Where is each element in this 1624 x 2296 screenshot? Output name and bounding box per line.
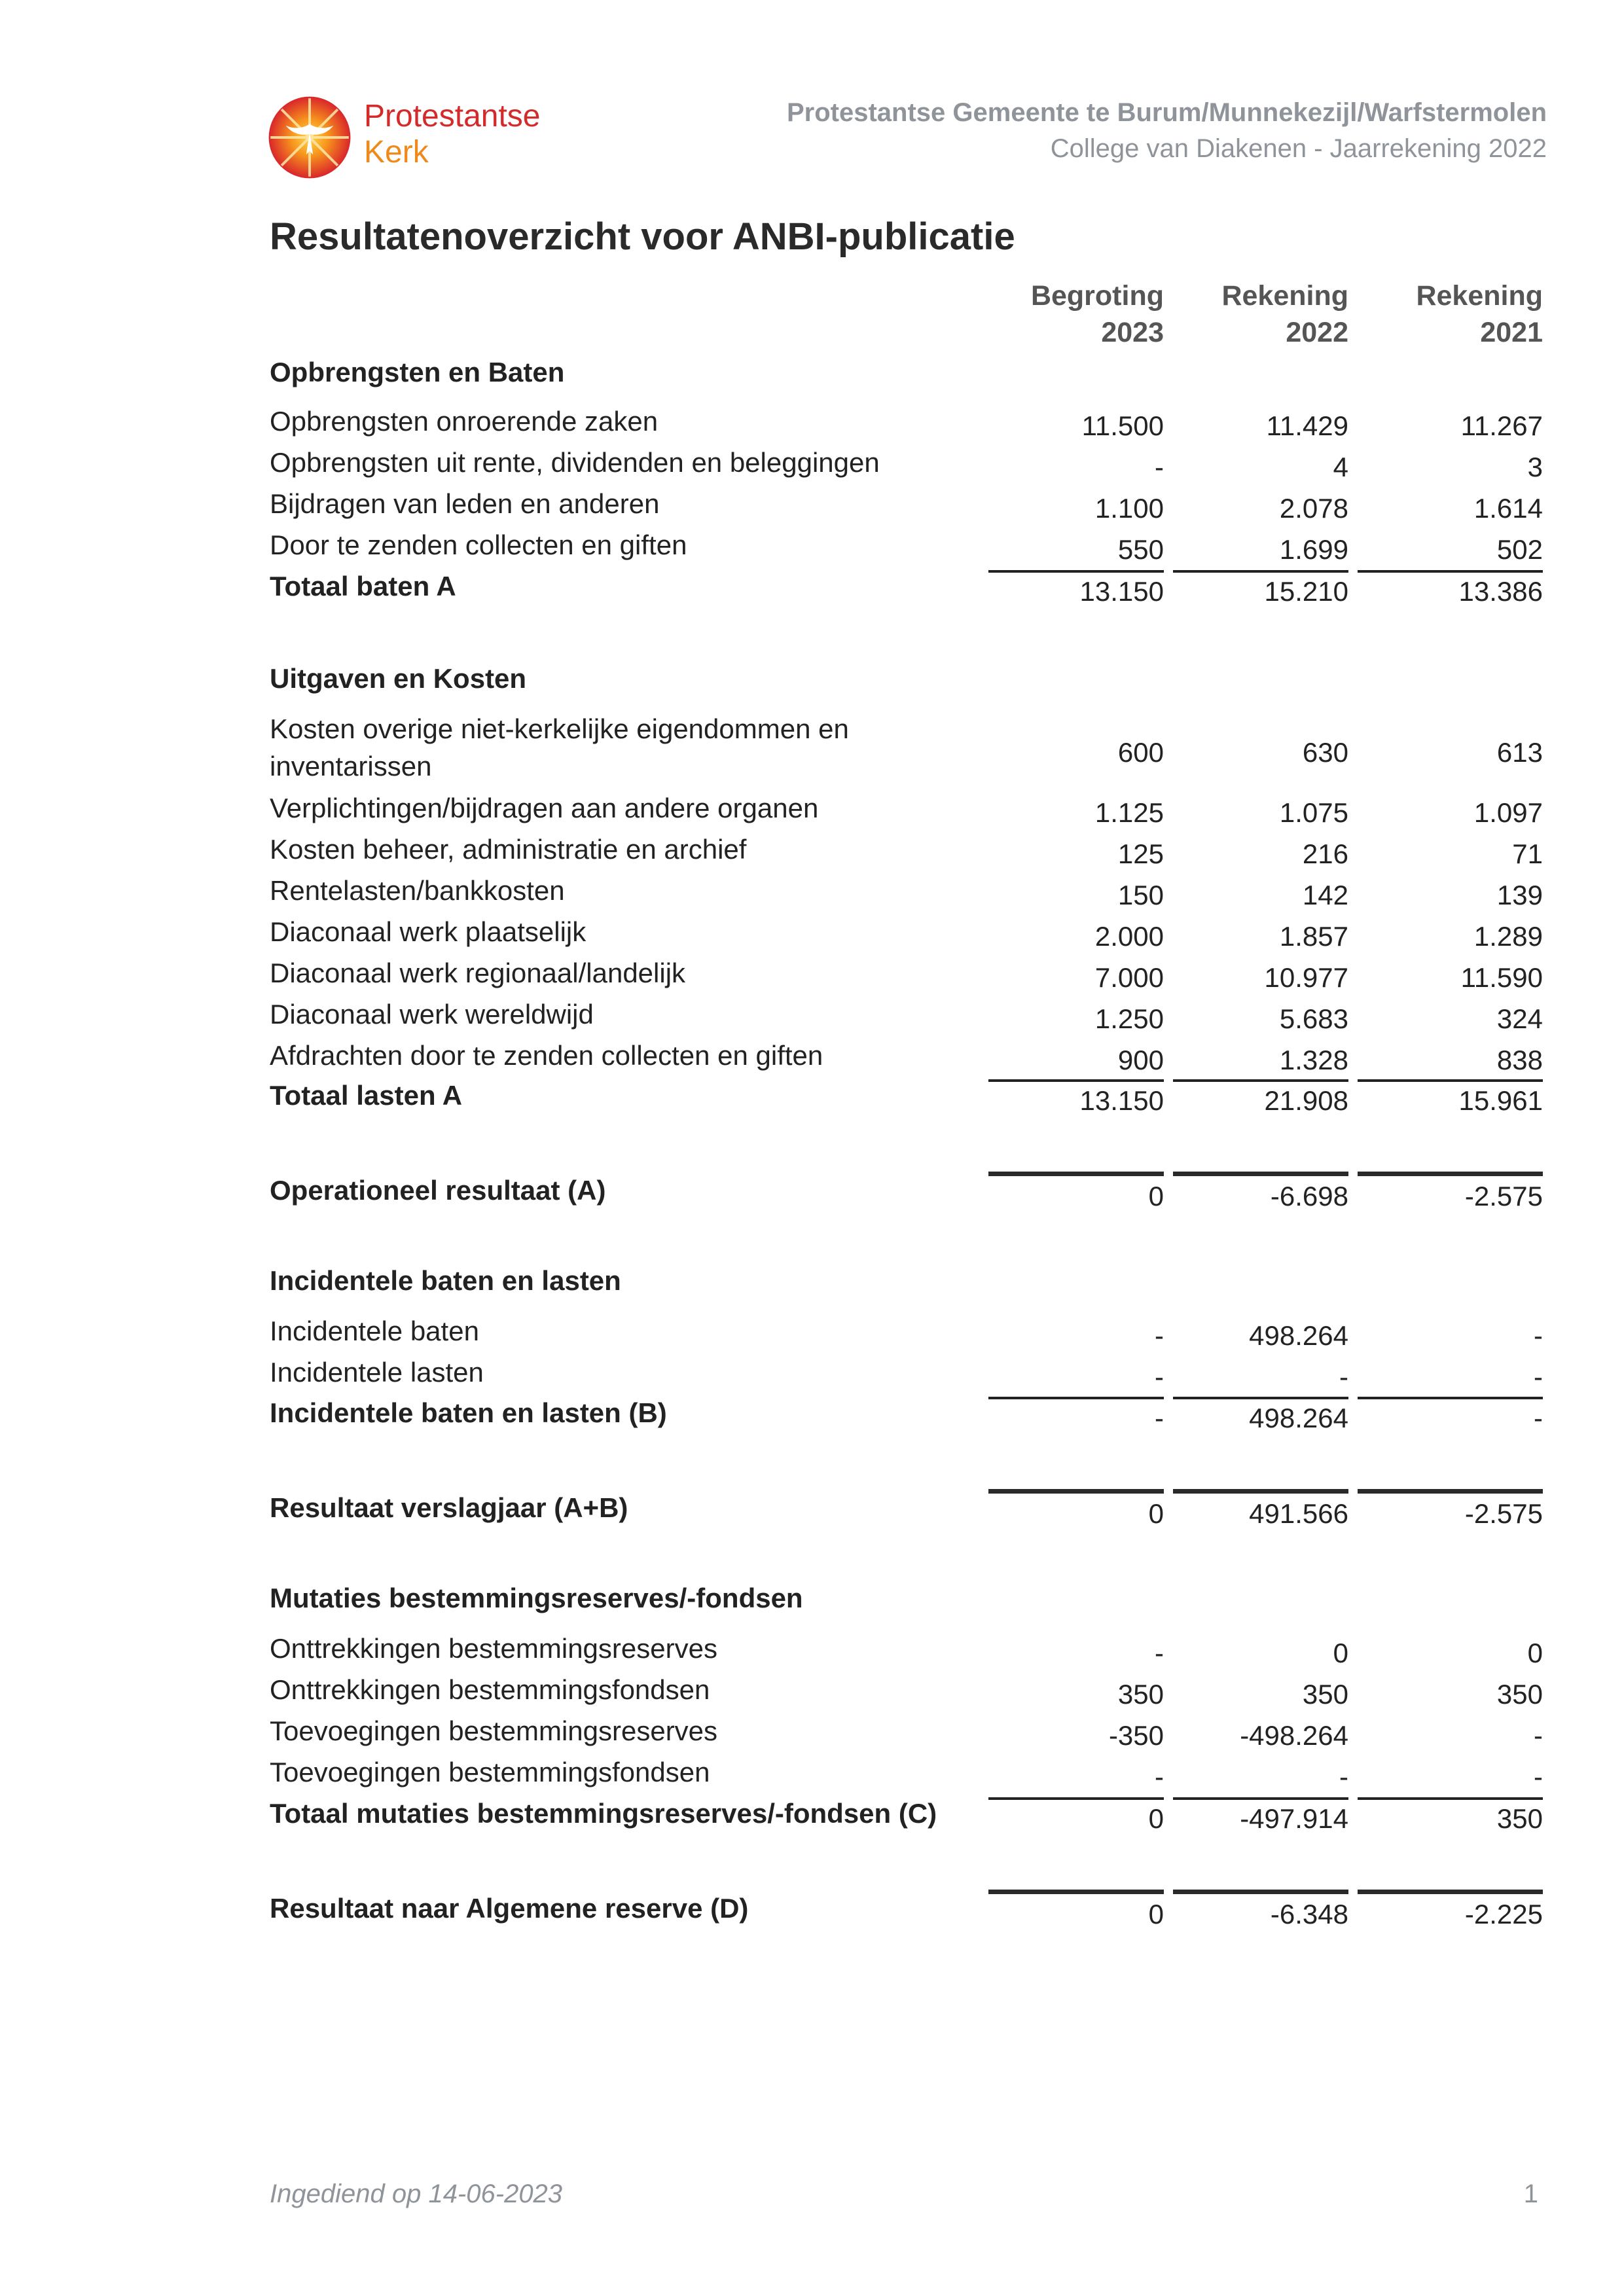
result-rule — [1358, 1489, 1543, 1494]
result-rule — [1358, 1890, 1543, 1894]
row-value-rekening-2022: 1.699 — [1279, 534, 1348, 565]
logo-text-protestantse: Protestantse — [364, 99, 541, 134]
row-value-begroting: 11.500 — [1081, 410, 1164, 441]
row-label: Diaconaal werk regionaal/landelijk — [270, 958, 686, 988]
row-value-rekening-2021: 350 — [1496, 1679, 1543, 1710]
row-value-rekening-2022: 0 — [1333, 1638, 1348, 1668]
algemene-value-rekening-2022: -6.348 — [1270, 1899, 1348, 1929]
row-label: Bijdragen van leden en anderen — [270, 488, 660, 519]
row-value-begroting: 1.250 — [1094, 1003, 1164, 1034]
row-value-begroting: -350 — [1108, 1720, 1164, 1751]
total-label-incidenteel: Incidentele baten en lasten (B) — [270, 1397, 667, 1428]
operationeel-value-begroting: 0 — [1148, 1181, 1164, 1211]
result-rule — [1173, 1172, 1348, 1176]
row-value-begroting: 125 — [1117, 838, 1164, 869]
total-value-rekening-2022: 21.908 — [1264, 1085, 1348, 1116]
row-value-begroting: - — [1155, 1638, 1164, 1668]
subtotal-rule — [1358, 1397, 1543, 1399]
page-number: 1 — [1523, 2179, 1538, 2208]
column-header-line2: 2021 — [1480, 317, 1543, 348]
total-value-rekening-2022: 15.210 — [1264, 576, 1348, 607]
row-value-rekening-2022: 1.328 — [1279, 1045, 1348, 1075]
column-header-rekening-2022 — [1139, 278, 1348, 351]
row-value-rekening-2022: - — [1339, 1761, 1348, 1792]
column-header-line2: 2023 — [1101, 317, 1164, 348]
row-value-rekening-2022: 498.264 — [1249, 1320, 1348, 1351]
row-value-rekening-2022: 1.075 — [1279, 797, 1348, 828]
row-value-begroting: 900 — [1117, 1045, 1164, 1075]
subtotal-rule — [1358, 1079, 1543, 1082]
algemene-value-begroting: 0 — [1148, 1899, 1164, 1929]
subtotal-rule — [1173, 570, 1348, 573]
subtotal-rule — [1358, 1797, 1543, 1800]
row-value-rekening-2022: 630 — [1302, 737, 1348, 768]
row-value-rekening-2021: 613 — [1496, 737, 1543, 768]
row-value-begroting: 350 — [1117, 1679, 1164, 1710]
subtotal-rule — [988, 1797, 1164, 1800]
row-value-rekening-2022: 11.429 — [1266, 410, 1348, 441]
result-rule — [1173, 1890, 1348, 1894]
row-value-begroting: 7.000 — [1094, 962, 1164, 993]
total-value-rekening-2022: -497.914 — [1240, 1803, 1348, 1834]
row-value-begroting: 2.000 — [1094, 921, 1164, 952]
operationeel-value-rekening-2022: -6.698 — [1270, 1181, 1348, 1211]
result-rule — [988, 1489, 1164, 1494]
row-value-rekening-2022: 2.078 — [1279, 493, 1348, 524]
total-value-rekening-2021: 15.961 — [1458, 1085, 1543, 1116]
submission-date: Ingediend op 14-06-2023 — [270, 2179, 563, 2208]
row-label: Toevoegingen bestemmingsreserves — [270, 1715, 718, 1746]
row-value-rekening-2022: 1.857 — [1279, 921, 1348, 952]
row-value-rekening-2021: - — [1534, 1761, 1543, 1792]
row-value-rekening-2021: - — [1534, 1320, 1543, 1351]
row-value-begroting: 1.125 — [1094, 797, 1164, 828]
resultaat-value-rekening-2021: -2.575 — [1464, 1498, 1543, 1529]
subtotal-rule — [1173, 1079, 1348, 1082]
row-label: Toevoegingen bestemmingsfondsen — [270, 1757, 710, 1787]
header-organization: Protestantse Gemeente te Burum/Munnekezijl/Warfstermolen — [786, 98, 1547, 127]
row-label: Verplichtingen/bijdragen aan andere organen — [270, 793, 819, 823]
total-value-rekening-2022: 498.264 — [1249, 1403, 1348, 1433]
row-value-rekening-2022: 4 — [1333, 452, 1348, 482]
row-label: Onttrekkingen bestemmingsreserves — [270, 1633, 717, 1664]
subtotal-rule — [1358, 570, 1543, 573]
row-label: Kosten overige niet-kerkelijke eigendommen en — [270, 713, 849, 744]
total-value-rekening-2021: - — [1534, 1403, 1543, 1433]
row-value-rekening-2021: 139 — [1496, 880, 1543, 910]
total-value-begroting: 13.150 — [1079, 576, 1164, 607]
row-value-rekening-2021: - — [1534, 1720, 1543, 1751]
row-value-rekening-2021: 11.590 — [1460, 962, 1543, 993]
row-value-rekening-2021: 0 — [1527, 1638, 1543, 1668]
section-heading-incidenteel: Incidentele baten en lasten — [270, 1265, 621, 1296]
total-label-mutaties: Totaal mutaties bestemmingsreserves/-fondsen (C) — [270, 1798, 937, 1829]
section-heading-baten: Opbrengsten en Baten — [270, 357, 565, 387]
total-value-begroting: 0 — [1148, 1803, 1164, 1834]
row-label: Afdrachten door te zenden collecten en giften — [270, 1040, 823, 1071]
row-value-rekening-2021: 1.289 — [1473, 921, 1543, 952]
row-label: Opbrengsten onroerende zaken — [270, 406, 659, 437]
total-value-rekening-2021: 350 — [1496, 1803, 1543, 1834]
page-title: Resultatenoverzicht voor ANBI-publicatie — [270, 215, 1015, 258]
row-label: Kosten beheer, administratie en archief — [270, 834, 747, 865]
row-value-rekening-2022: -498.264 — [1240, 1720, 1348, 1751]
row-value-rekening-2021: 324 — [1496, 1003, 1543, 1034]
total-value-begroting: 13.150 — [1079, 1085, 1164, 1116]
total-label-lasten: Totaal lasten A — [270, 1080, 463, 1111]
row-value-begroting: 550 — [1117, 534, 1164, 565]
row-value-rekening-2021: 3 — [1527, 452, 1543, 482]
row-label: Onttrekkingen bestemmingsfondsen — [270, 1674, 710, 1705]
row-label-continued: inventarissen — [270, 751, 432, 781]
row-label: Opbrengsten uit rente, dividenden en beleggingen — [270, 447, 880, 478]
row-value-begroting: - — [1155, 452, 1164, 482]
row-label: Incidentele lasten — [270, 1357, 484, 1388]
row-value-rekening-2022: - — [1339, 1361, 1348, 1392]
row-label: Incidentele baten — [270, 1316, 479, 1346]
row-value-rekening-2021: 1.097 — [1473, 797, 1543, 828]
row-value-begroting: - — [1155, 1761, 1164, 1792]
row-value-begroting: - — [1155, 1320, 1164, 1351]
total-value-begroting: - — [1155, 1403, 1164, 1433]
column-header-line2: 2022 — [1286, 317, 1348, 348]
row-value-rekening-2021: 11.267 — [1460, 410, 1543, 441]
column-header-line1: Begroting — [1030, 280, 1164, 312]
row-value-rekening-2021: 71 — [1512, 838, 1543, 869]
total-value-rekening-2021: 13.386 — [1458, 576, 1543, 607]
operationeel-resultaat-label: Operationeel resultaat (A) — [270, 1175, 606, 1206]
operationeel-value-rekening-2021: -2.575 — [1464, 1181, 1543, 1211]
resultaat-value-begroting: 0 — [1148, 1498, 1164, 1529]
algemene-reserve-label: Resultaat naar Algemene reserve (D) — [270, 1893, 749, 1924]
row-value-rekening-2021: 838 — [1496, 1045, 1543, 1075]
column-header-line1: Rekening — [1221, 280, 1348, 312]
total-label-baten: Totaal baten A — [270, 571, 456, 601]
logo-text-kerk: Kerk — [364, 135, 429, 170]
row-value-rekening-2022: 142 — [1302, 880, 1348, 910]
resultaat-value-rekening-2022: 491.566 — [1249, 1498, 1348, 1529]
section-heading-lasten: Uitgaven en Kosten — [270, 663, 527, 694]
row-value-rekening-2022: 5.683 — [1279, 1003, 1348, 1034]
row-value-rekening-2022: 10.977 — [1264, 962, 1348, 993]
protestantse-kerk-logo-icon — [267, 95, 352, 180]
result-rule — [1173, 1489, 1348, 1494]
subtotal-rule — [988, 570, 1164, 573]
row-label: Door te zenden collecten en giften — [270, 529, 687, 560]
row-value-rekening-2021: 1.614 — [1473, 493, 1543, 524]
row-value-rekening-2022: 216 — [1302, 838, 1348, 869]
row-value-rekening-2021: - — [1534, 1361, 1543, 1392]
algemene-value-rekening-2021: -2.225 — [1464, 1899, 1543, 1929]
result-rule — [988, 1890, 1164, 1894]
row-value-begroting: 150 — [1117, 880, 1164, 910]
resultaat-verslagjaar-label: Resultaat verslagjaar (A+B) — [270, 1492, 628, 1523]
row-label: Diaconaal werk wereldwijd — [270, 999, 594, 1030]
result-rule — [988, 1172, 1164, 1176]
row-label: Diaconaal werk plaatselijk — [270, 916, 586, 947]
subtotal-rule — [1173, 1797, 1348, 1800]
row-value-begroting: 600 — [1117, 737, 1164, 768]
row-value-begroting: - — [1155, 1361, 1164, 1392]
section-heading-mutaties: Mutaties bestemmingsreserves/-fondsen — [270, 1583, 803, 1613]
subtotal-rule — [988, 1079, 1164, 1082]
row-label: Rentelasten/bankkosten — [270, 875, 565, 906]
column-header-rekening-2021 — [1333, 278, 1543, 351]
row-value-rekening-2021: 502 — [1496, 534, 1543, 565]
header-subtitle: College van Diakenen - Jaarrekening 2022 — [1050, 134, 1547, 163]
subtotal-rule — [1173, 1397, 1348, 1399]
column-header-begroting-2023 — [954, 278, 1164, 351]
row-value-rekening-2022: 350 — [1302, 1679, 1348, 1710]
subtotal-rule — [988, 1397, 1164, 1399]
row-value-begroting: 1.100 — [1094, 493, 1164, 524]
result-rule — [1358, 1172, 1543, 1176]
column-header-line1: Rekening — [1416, 280, 1543, 312]
